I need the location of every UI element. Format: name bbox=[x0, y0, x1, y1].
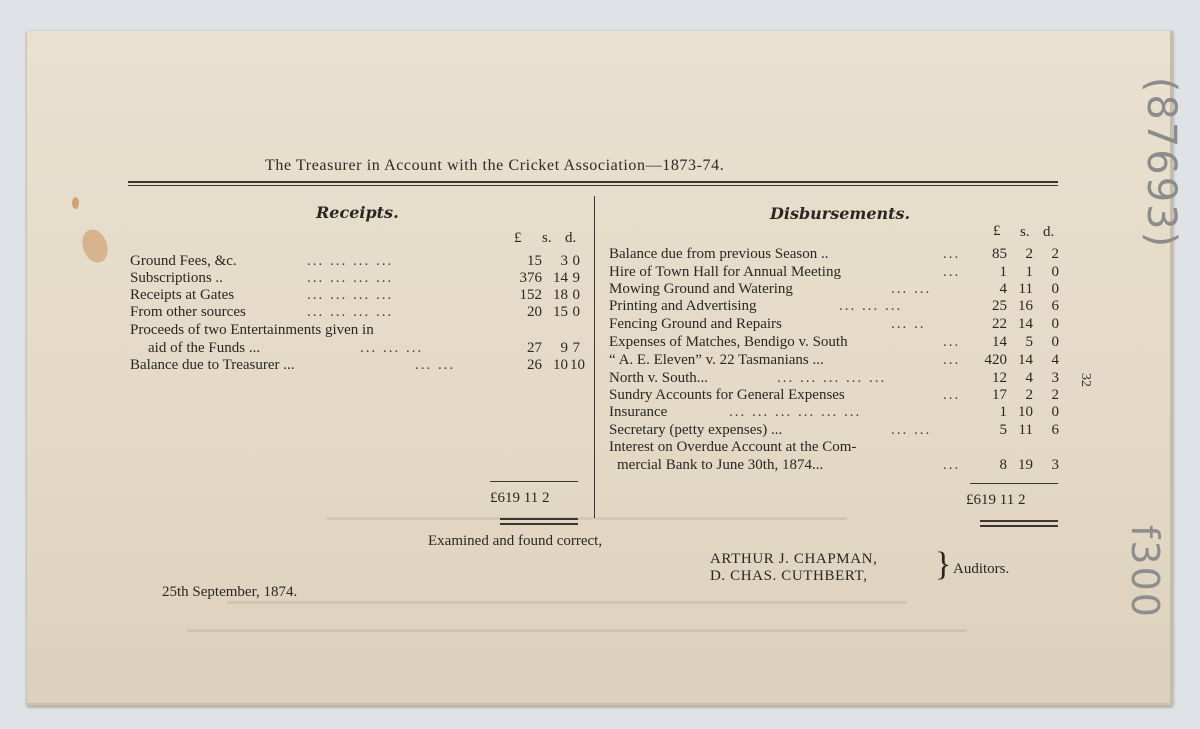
receipt-row bbox=[130, 270, 585, 287]
receipt-pence: 10 bbox=[570, 357, 585, 373]
disbursement-pounds: 14 bbox=[992, 334, 1007, 350]
receipt-pounds: 376 bbox=[519, 270, 542, 286]
receipts-double-rule bbox=[500, 523, 578, 525]
receipt-row bbox=[130, 287, 585, 304]
receipts-total: £619 11 2 bbox=[490, 490, 550, 506]
title-rule-thin bbox=[128, 185, 1058, 186]
pencil-annotation: f300 bbox=[1122, 525, 1167, 619]
disbursement-row bbox=[609, 370, 1064, 387]
disbursement-dots: ... bbox=[943, 352, 961, 368]
disbursement-shillings: 2 bbox=[1025, 246, 1033, 262]
disbursement-pence: 4 bbox=[1051, 352, 1059, 368]
receipt-pence: 0 bbox=[572, 304, 580, 320]
disbursement-pounds: 8 bbox=[999, 457, 1007, 473]
receipt-dots: ... ... bbox=[415, 357, 456, 373]
disbursement-dots: ... ... ... bbox=[839, 298, 903, 314]
disbursement-row bbox=[609, 316, 1064, 333]
examined-statement: Examined and found correct, bbox=[428, 533, 603, 549]
show-through-text bbox=[187, 629, 967, 632]
receipt-shillings: 18 bbox=[553, 287, 568, 303]
disbursement-label: Mowing Ground and Watering bbox=[609, 281, 793, 297]
receipt-row bbox=[130, 322, 585, 339]
disb-unit-pounds: £ bbox=[993, 223, 1001, 239]
disbursement-pounds: 1 bbox=[999, 264, 1007, 280]
disbursement-pence: 0 bbox=[1051, 316, 1059, 332]
disbursement-dots: ... bbox=[943, 264, 961, 280]
disbursement-pounds: 5 bbox=[999, 422, 1007, 438]
disbursement-row bbox=[609, 264, 1064, 281]
disbursement-shillings: 1 bbox=[1025, 264, 1033, 280]
disbursement-pounds: 1 bbox=[999, 404, 1007, 420]
disbursement-shillings: 19 bbox=[1018, 457, 1033, 473]
disbursement-pounds: 22 bbox=[992, 316, 1007, 332]
disbursement-pence: 3 bbox=[1051, 370, 1059, 386]
disbursement-shillings: 14 bbox=[1018, 352, 1033, 368]
receipt-shillings: 3 bbox=[560, 253, 568, 269]
disbursement-dots: ... ... ... ... ... bbox=[777, 370, 887, 386]
receipts-unit-shillings: s. bbox=[542, 230, 552, 246]
receipts-sum-rule bbox=[490, 481, 578, 482]
receipt-row bbox=[130, 357, 585, 374]
disbursements-total: £619 11 2 bbox=[966, 492, 1026, 508]
disbursement-dots: ... bbox=[943, 246, 961, 262]
disbursement-shillings: 11 bbox=[1018, 422, 1033, 438]
disbursement-shillings: 5 bbox=[1025, 334, 1033, 350]
disbursement-label: Sundry Accounts for General Expenses bbox=[609, 387, 845, 403]
receipt-dots: ... ... ... ... bbox=[307, 270, 394, 286]
paper-stain-small bbox=[72, 197, 79, 209]
receipt-pence: 0 bbox=[572, 253, 580, 269]
brace-icon: } bbox=[935, 546, 952, 583]
auditor-name: ARTHUR J. CHAPMAN, bbox=[710, 551, 878, 567]
disbursement-row bbox=[609, 422, 1064, 439]
receipt-row bbox=[130, 340, 585, 357]
disbursement-row bbox=[609, 334, 1064, 351]
receipt-dots: ... ... ... ... bbox=[307, 287, 394, 303]
disbursement-row bbox=[609, 457, 1064, 474]
receipt-label: Balance due to Treasurer ... bbox=[130, 357, 295, 373]
receipt-label: Subscriptions .. bbox=[130, 270, 223, 286]
disbursement-label: Interest on Overdue Account at the Com- bbox=[609, 439, 857, 455]
disbursement-pence: 0 bbox=[1051, 281, 1059, 297]
receipt-pounds: 20 bbox=[527, 304, 542, 320]
disbursement-pence: 6 bbox=[1051, 422, 1059, 438]
disbursement-row bbox=[609, 352, 1064, 369]
disbursement-label: Printing and Advertising bbox=[609, 298, 757, 314]
disbursement-row bbox=[609, 281, 1064, 298]
disbursement-dots: ... ... bbox=[891, 281, 932, 297]
receipt-pounds: 152 bbox=[519, 287, 542, 303]
disbursement-pence: 0 bbox=[1051, 334, 1059, 350]
receipts-unit-pence: d. bbox=[565, 230, 577, 246]
document-date: 25th September, 1874. bbox=[162, 584, 298, 600]
disbursement-pence: 2 bbox=[1051, 387, 1059, 403]
receipt-pence: 0 bbox=[572, 287, 580, 303]
show-through-text bbox=[227, 601, 907, 604]
disbursement-pence: 2 bbox=[1051, 246, 1059, 262]
disbursement-dots: ... bbox=[943, 334, 961, 350]
disbursement-pounds: 12 bbox=[992, 370, 1007, 386]
disbursement-row bbox=[609, 246, 1064, 263]
disbursement-dots: ... ... bbox=[891, 422, 932, 438]
disbursement-label: Insurance bbox=[609, 404, 668, 420]
disbursement-pounds: 4 bbox=[999, 281, 1007, 297]
disbursements-double-rule bbox=[980, 520, 1058, 522]
disbursement-pence: 0 bbox=[1051, 264, 1059, 280]
disbursement-dots: ... .. bbox=[891, 316, 926, 332]
paper-stain bbox=[78, 226, 112, 266]
receipt-label: Proceeds of two Entertainments given in bbox=[130, 322, 374, 338]
disbursement-dots: ... bbox=[943, 457, 961, 473]
disbursement-pence: 6 bbox=[1051, 298, 1059, 314]
show-through-text bbox=[327, 517, 847, 520]
receipt-row bbox=[130, 304, 585, 321]
disbursement-label: “ A. E. Eleven” v. 22 Tasmanians ... bbox=[609, 352, 824, 368]
receipt-label: aid of the Funds ... bbox=[148, 340, 261, 356]
page-number: 32 bbox=[1078, 373, 1093, 387]
receipt-dots: ... ... ... ... bbox=[307, 253, 394, 269]
disbursement-label: Balance due from previous Season .. bbox=[609, 246, 829, 262]
disbursement-pounds: 25 bbox=[992, 298, 1007, 314]
auditor-name: D. CHAS. CUTHBERT, bbox=[710, 568, 868, 584]
receipt-pounds: 26 bbox=[527, 357, 542, 373]
disbursement-row bbox=[609, 439, 1064, 456]
disbursement-pounds: 85 bbox=[992, 246, 1007, 262]
receipt-pounds: 27 bbox=[527, 340, 542, 356]
disbursements-sum-rule bbox=[970, 483, 1058, 484]
disbursement-dots: ... ... ... ... ... ... bbox=[729, 404, 862, 420]
receipt-row bbox=[130, 253, 585, 270]
pencil-annotation: (87693) bbox=[1138, 76, 1185, 250]
receipt-shillings: 10 bbox=[553, 357, 568, 373]
receipt-dots: ... ... ... ... bbox=[307, 304, 394, 320]
disbursement-pence: 0 bbox=[1051, 404, 1059, 420]
disbursement-label: North v. South... bbox=[609, 370, 709, 386]
receipts-unit-pounds: £ bbox=[514, 230, 522, 246]
receipt-label: Ground Fees, &c. bbox=[130, 253, 237, 269]
receipt-shillings: 15 bbox=[553, 304, 568, 320]
disb-unit-pence: d. bbox=[1043, 224, 1055, 240]
disbursement-row bbox=[609, 298, 1064, 315]
disbursement-shillings: 16 bbox=[1018, 298, 1033, 314]
disbursement-pounds: 17 bbox=[992, 387, 1007, 403]
disbursement-label: Hire of Town Hall for Annual Meeting bbox=[609, 264, 841, 280]
disbursement-row bbox=[609, 404, 1064, 421]
disbursements-double-rule bbox=[980, 525, 1058, 527]
disb-unit-shillings: s. bbox=[1020, 224, 1030, 240]
disbursement-shillings: 2 bbox=[1025, 387, 1033, 403]
disbursement-shillings: 14 bbox=[1018, 316, 1033, 332]
disbursement-shillings: 4 bbox=[1025, 370, 1033, 386]
receipt-dots: ... ... ... bbox=[360, 340, 424, 356]
disbursement-label: Expenses of Matches, Bendigo v. South bbox=[609, 334, 848, 350]
disbursement-row bbox=[609, 387, 1064, 404]
auditors-label: Auditors. bbox=[953, 561, 1010, 577]
column-divider bbox=[594, 196, 595, 518]
receipt-pence: 9 bbox=[572, 270, 580, 286]
receipts-heading: Receipts. bbox=[316, 203, 399, 222]
disbursement-pounds: 420 bbox=[984, 352, 1007, 368]
page-title: The Treasurer in Account with the Cricket Association—1873-74. bbox=[265, 157, 725, 174]
disbursement-label: Secretary (petty expenses) ... bbox=[609, 422, 783, 438]
receipt-shillings: 14 bbox=[553, 270, 568, 286]
disbursement-pence: 3 bbox=[1051, 457, 1059, 473]
disbursement-dots: ... bbox=[943, 387, 961, 403]
disbursement-shillings: 10 bbox=[1018, 404, 1033, 420]
disbursement-shillings: 11 bbox=[1018, 281, 1033, 297]
receipt-pence: 7 bbox=[572, 340, 580, 356]
receipt-label: Receipts at Gates bbox=[130, 287, 235, 303]
receipt-shillings: 9 bbox=[560, 340, 568, 356]
disbursement-label: Fencing Ground and Repairs bbox=[609, 316, 782, 332]
disbursement-label: mercial Bank to June 30th, 1874... bbox=[617, 457, 824, 473]
title-rule bbox=[128, 181, 1058, 183]
disbursements-heading: Disbursements. bbox=[770, 204, 911, 223]
receipts-double-rule bbox=[500, 518, 578, 520]
receipt-label: From other sources bbox=[130, 304, 246, 320]
receipt-pounds: 15 bbox=[527, 253, 542, 269]
